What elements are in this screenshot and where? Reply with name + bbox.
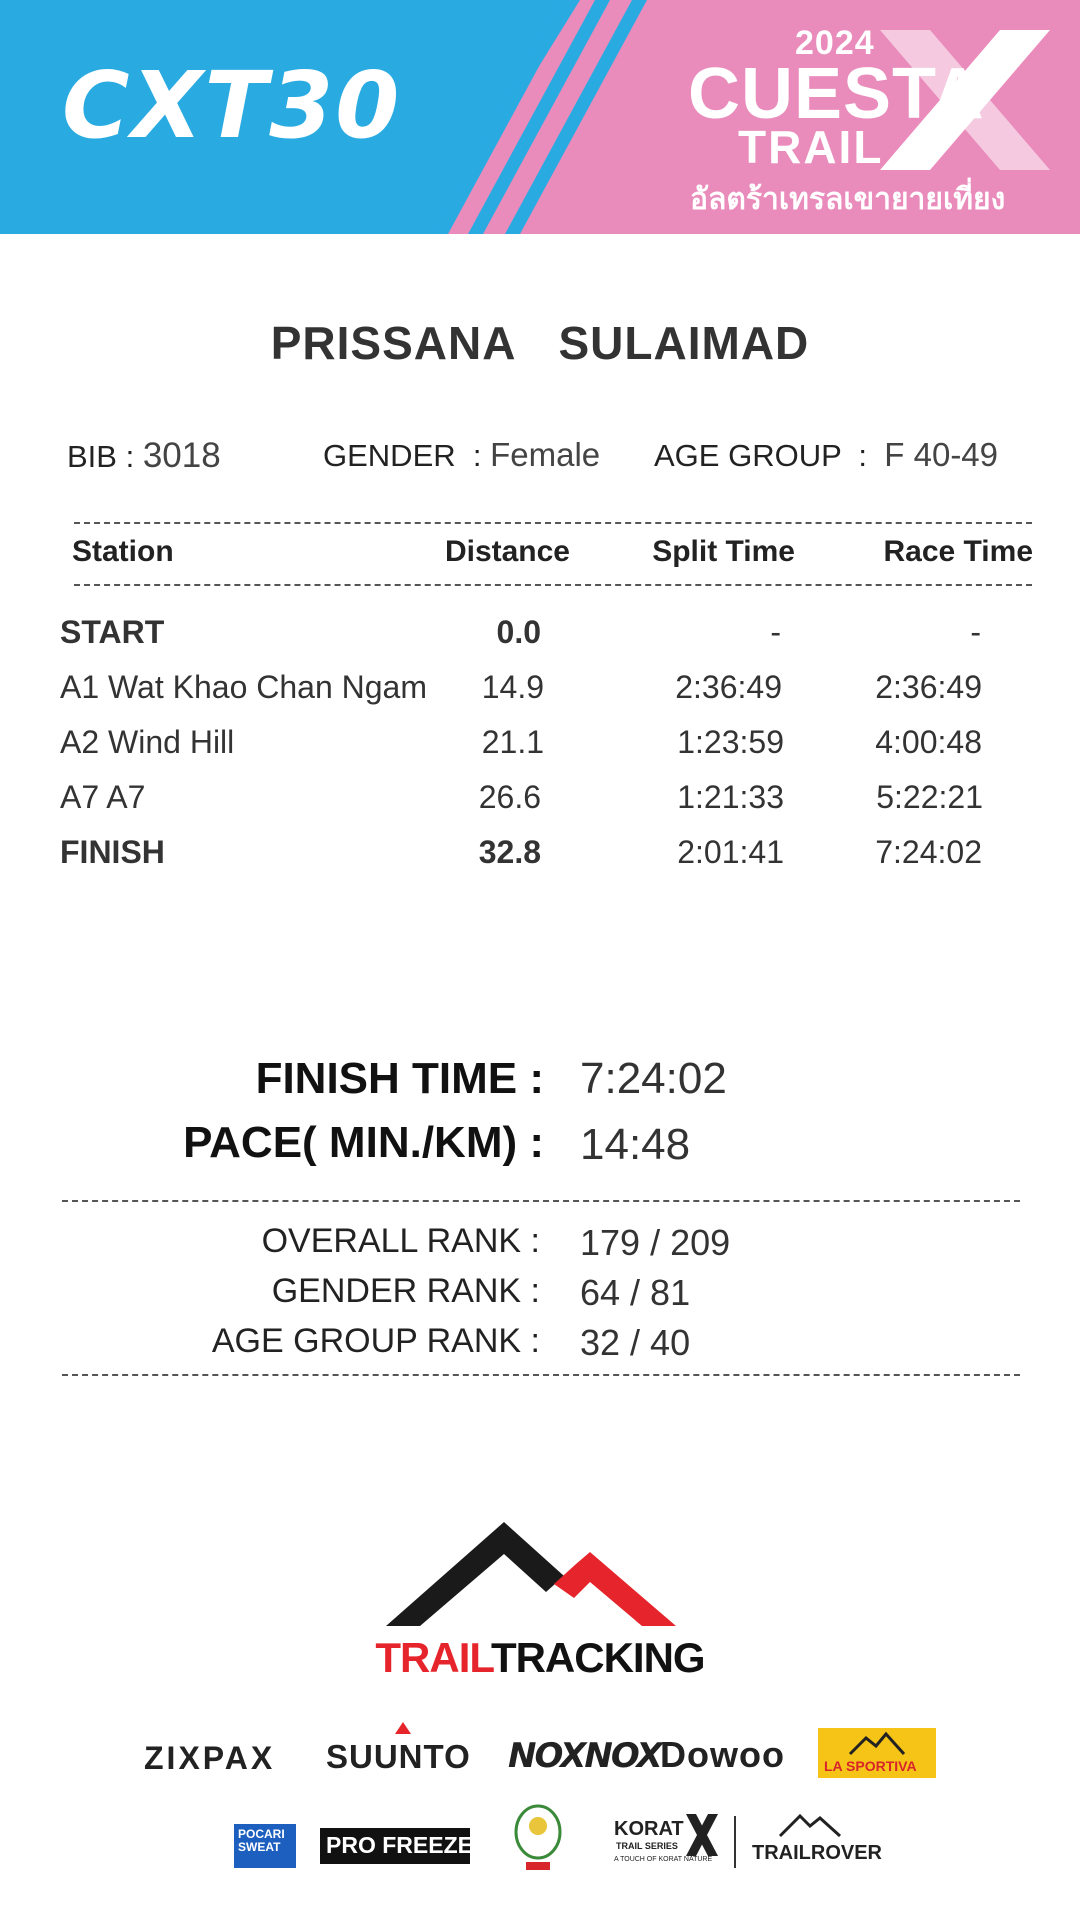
province-emblem-icon — [510, 1802, 566, 1874]
sponsor-divider — [734, 1816, 736, 1868]
age-group-info — [654, 436, 998, 474]
x-mark-icon — [686, 1814, 718, 1856]
overall-rank-value: 179 / 209 — [580, 1222, 731, 1263]
gender-rank-label: GENDER RANK : — [271, 1272, 540, 1310]
bib-info — [67, 436, 221, 476]
gender-value: Female — [490, 436, 601, 473]
age-group-value: F 40-49 — [884, 436, 999, 473]
sponsor-zixpax-logo: ZIXPAX — [144, 1740, 276, 1776]
trailtracking-logo — [0, 1634, 1080, 1682]
distance: 21.1 — [481, 724, 544, 760]
finish-time-value: 7:24:02 — [580, 1054, 727, 1103]
race-time: 5:22:21 — [876, 779, 983, 815]
divider — [62, 1200, 1020, 1202]
station-name: FINISH — [60, 834, 165, 870]
event-year: 2024 — [795, 24, 875, 62]
station-name: START — [60, 614, 165, 650]
finish-time-label: FINISH TIME : — [255, 1054, 544, 1103]
distance: 14.9 — [481, 669, 544, 705]
brand-subtitle: TRAIL — [738, 121, 884, 173]
split-time: 2:36:49 — [675, 669, 782, 705]
korat-text: KORAT — [614, 1818, 684, 1840]
split-time: 2:01:41 — [677, 834, 784, 870]
header-distance: Distance — [444, 535, 570, 568]
triangle-icon — [395, 1722, 411, 1734]
trailtracking-red-text: TRAIL — [375, 1634, 491, 1681]
station-name: A1 Wat Khao Chan Ngam — [60, 669, 427, 705]
korat-tagline-text: A TOUCH OF KORAT NATURE — [614, 1856, 713, 1863]
bib-label: BIB : — [67, 439, 135, 474]
mountain-icon — [848, 1732, 906, 1756]
brand-title: CUESTA — [688, 54, 985, 134]
age-group-label: AGE GROUP : — [654, 438, 868, 473]
race-time: 4:00:48 — [875, 724, 982, 760]
race-time: 2:36:49 — [875, 669, 982, 705]
pace-value: 14:48 — [580, 1120, 691, 1169]
gender-info — [323, 436, 600, 474]
event-header-banner — [0, 0, 1080, 234]
header-station: Station — [72, 535, 174, 568]
trailrover-text: TRAILROVER — [752, 1842, 882, 1864]
la-sportiva-text: LA SPORTIVA — [824, 1758, 917, 1774]
distance: 32.8 — [478, 834, 541, 870]
age-group-rank-label: AGE GROUP RANK : — [211, 1322, 540, 1360]
age-group-rank-value: 32 / 40 — [580, 1322, 691, 1363]
split-time: - — [770, 614, 781, 650]
divider — [74, 584, 1032, 586]
station-name: A2 Wind Hill — [60, 724, 235, 760]
pace-label: PACE( MIN./KM) : — [183, 1118, 544, 1167]
brand-thai-tagline: อัลตร้าเทรลเขายายเที่ยง — [690, 182, 1006, 217]
event-logo: CXT30 — [62, 52, 402, 159]
distance: 26.6 — [478, 779, 541, 815]
sponsor-noxnox-logo: NOXNOX — [508, 1736, 661, 1776]
station-name: A7 A7 — [60, 779, 146, 815]
header-race-time: Race Time — [883, 535, 1033, 568]
divider — [62, 1374, 1020, 1376]
pro-freeze-text: PRO FREEZE — [326, 1832, 473, 1858]
korat-series-text: TRAIL SERIES — [616, 1841, 678, 1851]
gender-rank-value: 64 / 81 — [580, 1272, 691, 1313]
bib-value: 3018 — [142, 436, 221, 475]
runner-name: PRISSANA SULAIMAD — [270, 317, 810, 369]
overall-rank-label: OVERALL RANK : — [261, 1222, 540, 1260]
split-time: 1:21:33 — [677, 779, 784, 815]
trailtracking-mountain-icon — [386, 1520, 686, 1630]
divider — [74, 522, 1032, 524]
race-time: 7:24:02 — [875, 834, 982, 870]
pocari-text: POCARI SWEAT — [238, 1827, 285, 1854]
header-split-time: Split Time — [652, 535, 795, 568]
sponsor-suunto-text: SUUNTO — [326, 1738, 471, 1775]
trailtracking-black-text: TRACKING — [490, 1634, 705, 1681]
race-time: - — [970, 614, 981, 650]
distance: 0.0 — [496, 614, 541, 650]
gender-label: GENDER : — [323, 438, 482, 473]
split-time: 1:23:59 — [677, 724, 784, 760]
sponsor-dowoo-logo: Dowoo — [660, 1734, 785, 1775]
trailrover-mountain-icon — [778, 1812, 842, 1838]
